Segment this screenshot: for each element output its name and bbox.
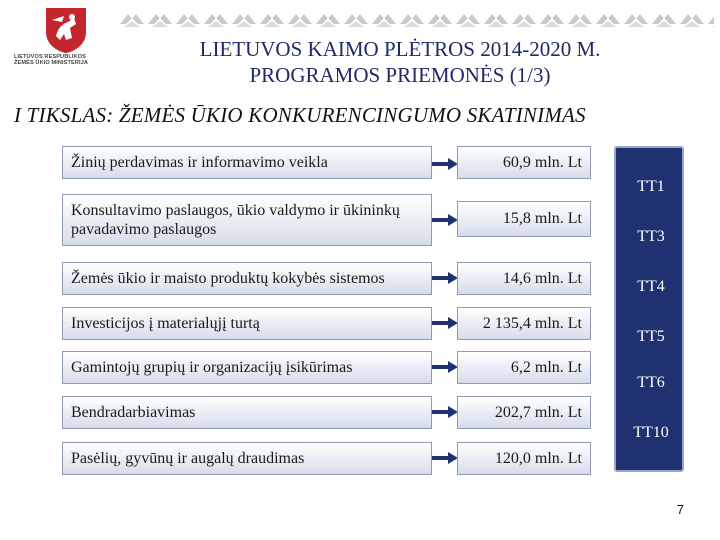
tt-panel [614, 146, 684, 472]
page-title-line2: PROGRAMOS PRIEMONĖS (1/3) [249, 63, 551, 87]
measure-label: Investicijos į materialųjį turtą [71, 315, 260, 332]
measure-label: Žemės ūkio ir maisto produktų kokybės sistemos [71, 270, 385, 287]
measure-label: Bendradarbiavimas [71, 404, 196, 421]
coat-of-arms-icon [44, 6, 88, 54]
amount-value: 15,8 mln. Lt [502, 210, 582, 227]
amount-box [457, 262, 591, 295]
page-title [140, 36, 660, 88]
tt-label: TT1 [637, 178, 665, 195]
amount-box [457, 351, 591, 384]
measure-box [62, 262, 432, 295]
amount-value: 60,9 mln. Lt [502, 153, 582, 171]
amount-value: 14,6 mln. Lt [502, 269, 582, 287]
arrow-right-icon [432, 451, 458, 465]
tt-label: TT10 [633, 424, 669, 441]
tt-label: TT5 [637, 328, 665, 345]
amount-value: 120,0 mln. Lt [494, 449, 582, 467]
ministry-name [14, 54, 124, 67]
amount-value: 202,7 mln. Lt [494, 403, 582, 421]
ministry-name-line2: ŽEMĖS ŪKIO MINISTERIJA [14, 60, 88, 67]
measure-box [62, 442, 432, 475]
arrow-right-icon [432, 157, 458, 171]
arrow-right-icon [432, 271, 458, 285]
page-title-line1: LIETUVOS KAIMO PLĖTROS 2014-2020 M. [199, 37, 601, 61]
amount-box [457, 307, 591, 340]
tt-label: TT6 [637, 374, 665, 391]
ornament-band-icon [118, 8, 714, 30]
measure-label: Gamintojų grupių ir organizacijų įsikūrimas [71, 359, 353, 376]
measure-label: Žinių perdavimas ir informavimo veikla [71, 154, 328, 171]
measure-box [62, 194, 432, 246]
measure-box [62, 351, 432, 384]
amount-value: 2 135,4 mln. Lt [482, 314, 582, 332]
measure-label: Pasėlių, gyvūnų ir augalų draudimas [71, 450, 305, 467]
amount-box [457, 396, 591, 429]
measure-box [62, 146, 432, 179]
amount-box [457, 201, 591, 237]
objective-heading: I TIKSLAS: ŽEMĖS ŪKIO KONKURENCINGUMO SKATINIMAS [14, 103, 586, 127]
ministry-name-line1: LIETUVOS RESPUBLIKOS [14, 54, 86, 60]
amount-box [457, 442, 591, 475]
arrow-right-icon [432, 316, 458, 330]
page-number: 7 [676, 502, 684, 517]
tt-label: TT3 [637, 228, 665, 245]
arrow-right-icon [432, 213, 458, 227]
arrow-right-icon [432, 360, 458, 374]
measure-box [62, 307, 432, 340]
tt-label: TT4 [637, 278, 665, 295]
amount-value: 6,2 mln. Lt [510, 358, 582, 376]
measure-box [62, 396, 432, 429]
arrow-right-icon [432, 405, 458, 419]
ministry-logo [14, 6, 124, 72]
amount-box [457, 146, 591, 179]
measure-label: Konsultavimo paslaugos, ūkio valdymo ir ūkininkų pavadavimo paslaugos [71, 202, 400, 238]
